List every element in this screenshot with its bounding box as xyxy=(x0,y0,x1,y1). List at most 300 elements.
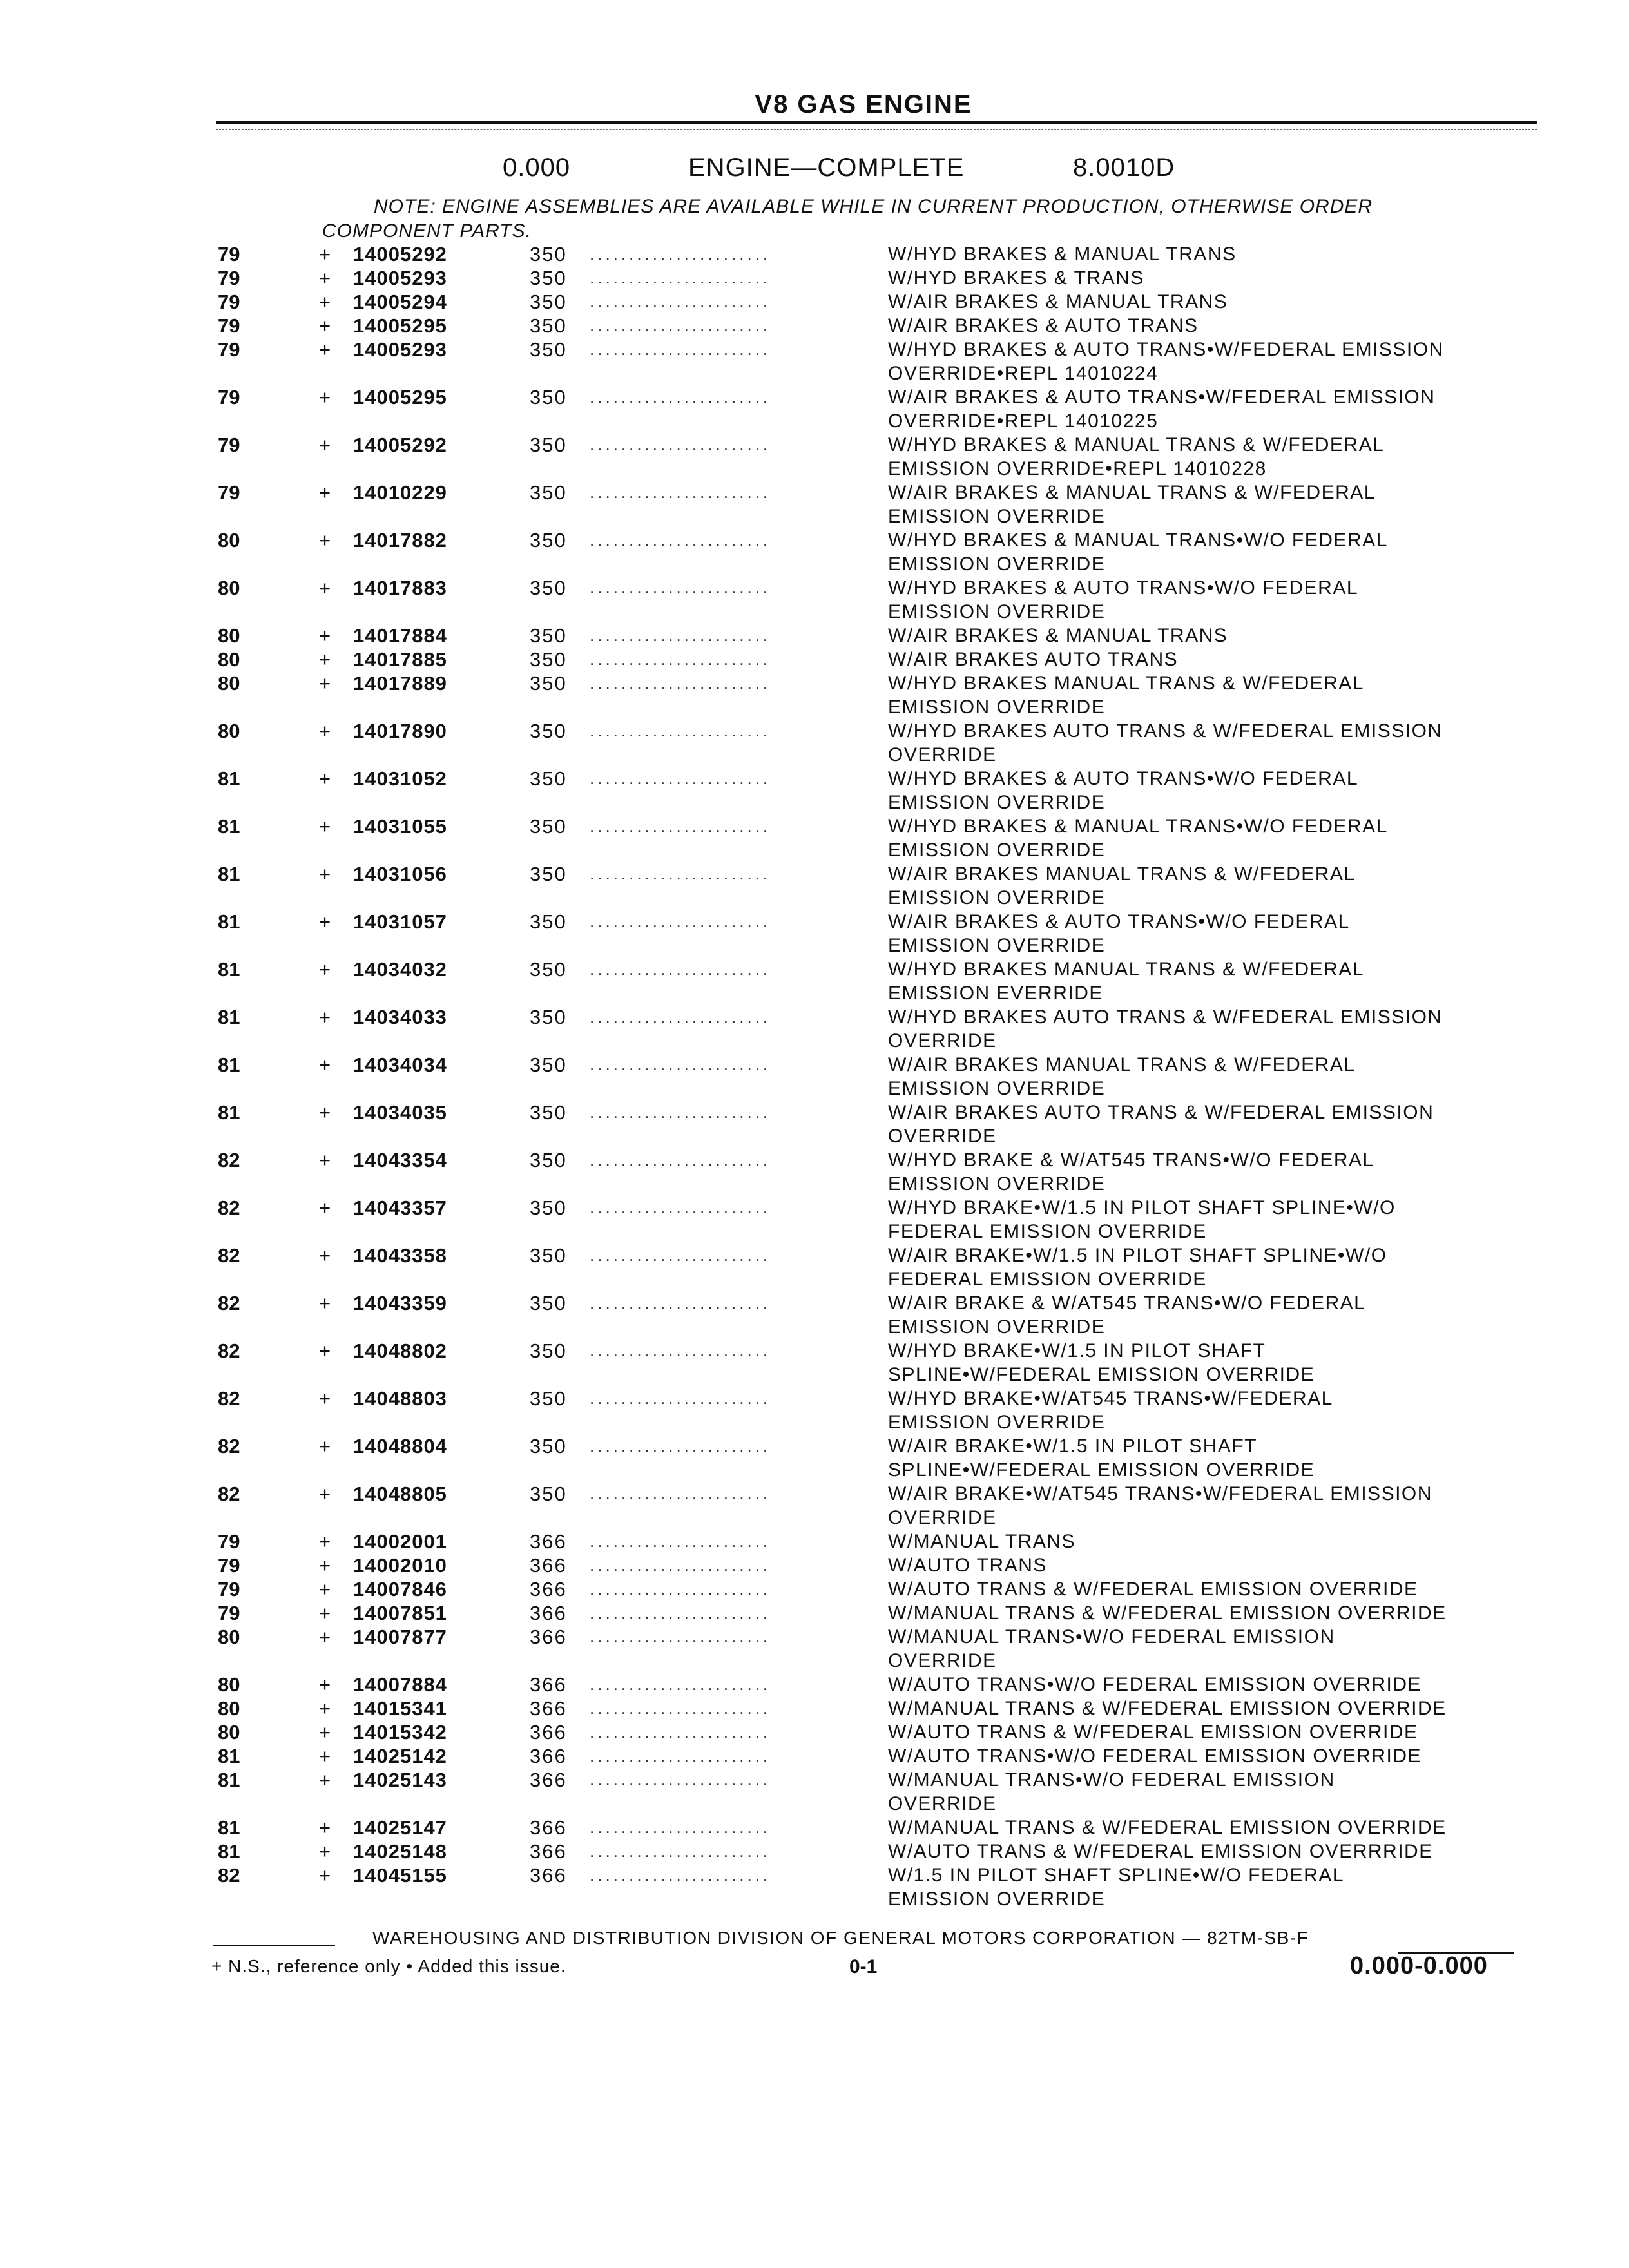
dot-leader: ....................... xyxy=(590,1841,771,1861)
part-description: W/HYD BRAKES & MANUAL TRANS xyxy=(888,244,1237,265)
dot-leader: ....................... xyxy=(590,1341,771,1360)
dot-leader: ....................... xyxy=(590,912,771,931)
part-description: W/HYD BRAKE•W/1.5 IN PILOT SHAFT SPLINE•W/O FEDERAL EMISSION OVERRIDE xyxy=(888,1197,1396,1242)
part-row xyxy=(0,671,1629,719)
dot-leader: ....................... xyxy=(590,578,771,597)
header-rule-secondary xyxy=(216,129,1537,130)
note-line-2: COMPONENT PARTS. xyxy=(322,220,532,242)
part-row xyxy=(0,1553,1629,1577)
dot-leader: ....................... xyxy=(590,435,771,454)
reference-mark: + xyxy=(319,1578,331,1600)
dot-leader: ....................... xyxy=(590,1102,771,1122)
dot-leader: ....................... xyxy=(590,387,771,407)
reference-mark: + xyxy=(319,1697,331,1720)
part-row xyxy=(0,1387,1629,1434)
reference-mark: + xyxy=(319,1530,331,1553)
part-description: W/HYD BRAKES & MANUAL TRANS•W/O FEDERAL EMISSION OVERRIDE xyxy=(888,530,1388,575)
reference-mark: + xyxy=(319,1483,331,1505)
dot-leader: ....................... xyxy=(590,769,771,788)
part-description: W/MANUAL TRANS xyxy=(888,1531,1076,1552)
reference-mark: + xyxy=(319,1435,331,1457)
part-number: 14002001 xyxy=(353,1530,447,1553)
dot-leader: ....................... xyxy=(590,1603,771,1622)
part-description: W/AIR BRAKE & W/AT545 TRANS•W/O FEDERAL EMISSION OVERRIDE xyxy=(888,1293,1366,1338)
part-number: 14005292 xyxy=(353,243,447,265)
header-rule xyxy=(216,121,1537,124)
dot-leader: ....................... xyxy=(590,626,771,645)
note-line-1: NOTE: ENGINE ASSEMBLIES ARE AVAILABLE WHILE IN CURRENT PRODUCTION, OTHERWISE ORDER xyxy=(374,196,1373,217)
reference-mark: + xyxy=(319,1149,331,1171)
part-row xyxy=(0,1482,1629,1530)
part-row xyxy=(0,1840,1629,1863)
part-number: 14005293 xyxy=(353,338,447,361)
model-year: 80 xyxy=(218,529,240,552)
engine-displacement: 350 xyxy=(530,863,567,885)
model-year: 82 xyxy=(218,1483,240,1505)
dot-leader: ....................... xyxy=(590,1245,771,1265)
part-description: W/AIR BRAKE•W/1.5 IN PILOT SHAFT SPLINE•W/FEDERAL EMISSION OVERRIDE xyxy=(888,1436,1315,1481)
part-row xyxy=(0,576,1629,624)
engine-displacement: 350 xyxy=(530,1340,567,1362)
part-description: W/AIR BRAKES & MANUAL TRANS xyxy=(888,291,1228,312)
dot-leader: ....................... xyxy=(590,268,771,287)
part-number: 14007846 xyxy=(353,1578,447,1600)
part-row xyxy=(0,481,1629,528)
reference-mark: + xyxy=(319,1340,331,1362)
model-year: 79 xyxy=(218,1578,240,1600)
reference-mark: + xyxy=(319,267,331,289)
reference-mark: + xyxy=(319,314,331,337)
footer-corporation: WAREHOUSING AND DISTRIBUTION DIVISION OF GENERAL MOTORS CORPORATION — 82TM-SB-F xyxy=(372,1928,1309,1948)
model-year: 79 xyxy=(218,243,240,265)
part-description: W/MANUAL TRANS•W/O FEDERAL EMISSION OVERRIDE xyxy=(888,1769,1335,1814)
part-number: 14025147 xyxy=(353,1816,447,1839)
dot-leader: ....................... xyxy=(590,1818,771,1837)
engine-displacement: 366 xyxy=(530,1602,567,1624)
engine-displacement: 350 xyxy=(530,434,567,456)
engine-displacement: 350 xyxy=(530,291,567,313)
part-description: W/MANUAL TRANS & W/FEDERAL EMISSION OVERRIDE xyxy=(888,1698,1447,1719)
reference-mark: + xyxy=(319,815,331,838)
part-row xyxy=(0,1148,1629,1196)
part-number: 14005293 xyxy=(353,267,447,289)
dot-leader: ....................... xyxy=(590,1627,771,1646)
engine-displacement: 350 xyxy=(530,1101,567,1124)
reference-mark: + xyxy=(319,1101,331,1124)
part-description: W/1.5 IN PILOT SHAFT SPLINE•W/O FEDERAL EMISSION OVERRIDE xyxy=(888,1865,1345,1910)
model-year: 79 xyxy=(218,434,240,456)
part-description: W/HYD BRAKE•W/AT545 TRANS•W/FEDERAL EMISSION OVERRIDE xyxy=(888,1388,1333,1433)
part-description: W/HYD BRAKES AUTO TRANS & W/FEDERAL EMISSION OVERRIDE xyxy=(888,1006,1443,1052)
part-description: W/AIR BRAKES & AUTO TRANS•W/FEDERAL EMISSION OVERRIDE•REPL 14010225 xyxy=(888,387,1436,432)
engine-displacement: 366 xyxy=(530,1673,567,1696)
engine-displacement: 366 xyxy=(530,1554,567,1577)
dot-leader: ....................... xyxy=(590,1150,771,1169)
model-year: 79 xyxy=(218,338,240,361)
model-year: 79 xyxy=(218,291,240,313)
part-number: 14005294 xyxy=(353,291,447,313)
part-number: 14005292 xyxy=(353,434,447,456)
model-year: 81 xyxy=(218,958,240,981)
part-row xyxy=(0,1863,1629,1911)
reference-mark: + xyxy=(319,529,331,552)
part-description: W/AUTO TRANS & W/FEDERAL EMISSION OVERRIDE xyxy=(888,1579,1418,1600)
model-year: 79 xyxy=(218,386,240,408)
part-number: 14002010 xyxy=(353,1554,447,1577)
part-row xyxy=(0,528,1629,576)
part-description: W/AUTO TRANS & W/FEDERAL EMISSION OVERRIDE xyxy=(888,1722,1418,1743)
reference-mark: + xyxy=(319,720,331,742)
part-description: W/HYD BRAKES & AUTO TRANS•W/O FEDERAL EMISSION OVERRIDE xyxy=(888,768,1359,813)
reference-mark: + xyxy=(319,1006,331,1028)
part-number: 14025142 xyxy=(353,1745,447,1767)
engine-displacement: 350 xyxy=(530,386,567,408)
reference-mark: + xyxy=(319,1721,331,1744)
model-year: 81 xyxy=(218,1769,240,1791)
assembly-note xyxy=(322,195,1521,244)
part-row xyxy=(0,624,1629,648)
dot-leader: ....................... xyxy=(590,1198,771,1217)
engine-displacement: 350 xyxy=(530,648,567,671)
reference-mark: + xyxy=(319,1840,331,1863)
dot-leader: ....................... xyxy=(590,649,771,669)
part-number: 14031052 xyxy=(353,767,447,790)
reference-mark: + xyxy=(319,1053,331,1076)
part-number: 14017885 xyxy=(353,648,447,671)
dot-leader: ....................... xyxy=(590,1746,771,1765)
part-row xyxy=(0,1744,1629,1768)
reference-mark: + xyxy=(319,291,331,313)
model-year: 81 xyxy=(218,910,240,933)
dot-leader: ....................... xyxy=(590,1865,771,1885)
engine-displacement: 350 xyxy=(530,338,567,361)
reference-mark: + xyxy=(319,767,331,790)
dot-leader: ....................... xyxy=(590,959,771,979)
model-year: 81 xyxy=(218,1053,240,1076)
part-description: W/HYD BRAKE•W/1.5 IN PILOT SHAFT SPLINE•W/FEDERAL EMISSION OVERRIDE xyxy=(888,1340,1315,1385)
part-row xyxy=(0,1577,1629,1601)
reference-mark: + xyxy=(319,481,331,504)
part-description: W/AUTO TRANS•W/O FEDERAL EMISSION OVERRIDE xyxy=(888,1745,1422,1767)
engine-displacement: 350 xyxy=(530,624,567,647)
part-number: 14031056 xyxy=(353,863,447,885)
section-code: 0.000 xyxy=(503,153,571,182)
dot-leader: ....................... xyxy=(590,1579,771,1599)
engine-displacement: 366 xyxy=(530,1721,567,1744)
engine-displacement: 350 xyxy=(530,1149,567,1171)
part-description: W/AIR BRAKE•W/1.5 IN PILOT SHAFT SPLINE•W/O FEDERAL EMISSION OVERRIDE xyxy=(888,1245,1387,1290)
part-description: W/MANUAL TRANS•W/O FEDERAL EMISSION OVERRIDE xyxy=(888,1626,1335,1671)
footer-legend: + N.S., reference only • Added this issue. xyxy=(211,1956,566,1976)
reference-mark: + xyxy=(319,863,331,885)
dot-leader: ....................... xyxy=(590,1055,771,1074)
model-year: 80 xyxy=(218,672,240,695)
model-year: 79 xyxy=(218,1530,240,1553)
part-row xyxy=(0,1053,1629,1100)
engine-displacement: 350 xyxy=(530,1053,567,1076)
part-row xyxy=(0,1196,1629,1244)
reference-mark: + xyxy=(319,958,331,981)
part-number: 14031055 xyxy=(353,815,447,838)
engine-displacement: 350 xyxy=(530,577,567,599)
part-description: W/HYD BRAKES MANUAL TRANS & W/FEDERAL EMISSION EVERRIDE xyxy=(888,959,1364,1004)
footer-rule-left xyxy=(213,1945,335,1946)
reference-mark: + xyxy=(319,1244,331,1267)
part-number: 14015342 xyxy=(353,1721,447,1744)
dot-leader: ....................... xyxy=(590,721,771,740)
engine-displacement: 350 xyxy=(530,1196,567,1219)
part-description: W/HYD BRAKES & MANUAL TRANS•W/O FEDERAL EMISSION OVERRIDE xyxy=(888,816,1388,861)
model-year: 81 xyxy=(218,1006,240,1028)
model-year: 80 xyxy=(218,1626,240,1648)
part-number: 14017884 xyxy=(353,624,447,647)
part-description: W/HYD BRAKE & W/AT545 TRANS•W/O FEDERAL EMISSION OVERRIDE xyxy=(888,1149,1374,1195)
reference-mark: + xyxy=(319,648,331,671)
part-number: 14043358 xyxy=(353,1244,447,1267)
dot-leader: ....................... xyxy=(590,1722,771,1742)
reference-mark: + xyxy=(319,1816,331,1839)
engine-displacement: 366 xyxy=(530,1816,567,1839)
part-number: 14048804 xyxy=(353,1435,447,1457)
reference-mark: + xyxy=(319,577,331,599)
part-number: 14034032 xyxy=(353,958,447,981)
part-number: 14005295 xyxy=(353,314,447,337)
model-year: 81 xyxy=(218,1816,240,1839)
model-year: 82 xyxy=(218,1435,240,1457)
part-number: 14031057 xyxy=(353,910,447,933)
model-year: 79 xyxy=(218,1602,240,1624)
part-row xyxy=(0,1244,1629,1291)
part-row xyxy=(0,1625,1629,1673)
engine-displacement: 350 xyxy=(530,1244,567,1267)
model-year: 79 xyxy=(218,267,240,289)
dot-leader: ....................... xyxy=(590,1484,771,1503)
part-description: W/AIR BRAKES & MANUAL TRANS & W/FEDERAL EMISSION OVERRIDE xyxy=(888,482,1376,527)
part-row xyxy=(0,290,1629,314)
engine-displacement: 366 xyxy=(530,1745,567,1767)
part-row xyxy=(0,1601,1629,1625)
part-number: 14017882 xyxy=(353,529,447,552)
part-number: 14048802 xyxy=(353,1340,447,1362)
dot-leader: ....................... xyxy=(590,483,771,502)
part-row xyxy=(0,648,1629,671)
part-number: 14048803 xyxy=(353,1387,447,1410)
engine-displacement: 366 xyxy=(530,1626,567,1648)
reference-mark: + xyxy=(319,1292,331,1314)
part-row xyxy=(0,1100,1629,1148)
part-number: 14007851 xyxy=(353,1602,447,1624)
part-row xyxy=(0,1696,1629,1720)
part-description: W/AIR BRAKES & AUTO TRANS•W/O FEDERAL EMISSION OVERRIDE xyxy=(888,911,1350,956)
model-year: 81 xyxy=(218,1745,240,1767)
dot-leader: ....................... xyxy=(590,1007,771,1026)
part-row xyxy=(0,1673,1629,1696)
part-row xyxy=(0,1768,1629,1816)
engine-displacement: 350 xyxy=(530,529,567,552)
part-row xyxy=(0,314,1629,338)
engine-displacement: 366 xyxy=(530,1697,567,1720)
part-description: W/HYD BRAKES & AUTO TRANS•W/FEDERAL EMISSION OVERRIDE•REPL 14010224 xyxy=(888,339,1444,384)
model-year: 82 xyxy=(218,1196,240,1219)
part-number: 14007877 xyxy=(353,1626,447,1648)
engine-displacement: 350 xyxy=(530,815,567,838)
parts-list xyxy=(0,242,1629,1911)
model-year: 80 xyxy=(218,1697,240,1720)
part-description: W/AIR BRAKES & AUTO TRANS xyxy=(888,315,1199,336)
part-number: 14010229 xyxy=(353,481,447,504)
part-description: W/AIR BRAKE•W/AT545 TRANS•W/FEDERAL EMISSION OVERRIDE xyxy=(888,1483,1432,1528)
model-year: 80 xyxy=(218,577,240,599)
dot-leader: ....................... xyxy=(590,1555,771,1575)
engine-displacement: 350 xyxy=(530,958,567,981)
part-description: W/AIR BRAKES MANUAL TRANS & W/FEDERAL EMISSION OVERRIDE xyxy=(888,863,1356,908)
part-number: 14025143 xyxy=(353,1769,447,1791)
part-description: W/AIR BRAKES MANUAL TRANS & W/FEDERAL EMISSION OVERRIDE xyxy=(888,1054,1356,1099)
reference-mark: + xyxy=(319,1387,331,1410)
part-row xyxy=(0,1720,1629,1744)
engine-displacement: 350 xyxy=(530,1292,567,1314)
dot-leader: ....................... xyxy=(590,864,771,883)
engine-displacement: 350 xyxy=(530,481,567,504)
page-number: 0-1 xyxy=(849,1956,878,1977)
reference-mark: + xyxy=(319,1554,331,1577)
part-number: 14017889 xyxy=(353,672,447,695)
part-number: 14043359 xyxy=(353,1292,447,1314)
part-row xyxy=(0,242,1629,266)
part-number: 14034035 xyxy=(353,1101,447,1124)
model-year: 79 xyxy=(218,481,240,504)
part-number: 14043354 xyxy=(353,1149,447,1171)
part-row xyxy=(0,338,1629,385)
model-year: 81 xyxy=(218,863,240,885)
model-year: 80 xyxy=(218,1673,240,1696)
engine-displacement: 350 xyxy=(530,314,567,337)
dot-leader: ....................... xyxy=(590,673,771,693)
model-year: 81 xyxy=(218,1840,240,1863)
engine-displacement: 350 xyxy=(530,1387,567,1410)
dot-leader: ....................... xyxy=(590,1293,771,1312)
model-year: 81 xyxy=(218,767,240,790)
reference-mark: + xyxy=(319,434,331,456)
engine-displacement: 350 xyxy=(530,1435,567,1457)
part-row xyxy=(0,767,1629,814)
model-year: 80 xyxy=(218,648,240,671)
part-description: W/AIR BRAKES & MANUAL TRANS xyxy=(888,625,1228,646)
model-year: 82 xyxy=(218,1244,240,1267)
part-description: W/HYD BRAKES & TRANS xyxy=(888,267,1144,289)
part-number: 14005295 xyxy=(353,386,447,408)
model-year: 81 xyxy=(218,1101,240,1124)
part-description: W/MANUAL TRANS & W/FEDERAL EMISSION OVERRIDE xyxy=(888,1602,1447,1624)
part-description: W/AUTO TRANS & W/FEDERAL EMISSION OVERRRIDE xyxy=(888,1841,1433,1862)
engine-displacement: 350 xyxy=(530,267,567,289)
reference-mark: + xyxy=(319,1864,331,1887)
dot-leader: ....................... xyxy=(590,816,771,836)
part-row xyxy=(0,910,1629,957)
section-title: ENGINE—COMPLETE xyxy=(688,153,965,182)
reference-mark: + xyxy=(319,1673,331,1696)
engine-displacement: 350 xyxy=(530,720,567,742)
part-number: 14048805 xyxy=(353,1483,447,1505)
dot-leader: ....................... xyxy=(590,1532,771,1551)
part-number: 14017890 xyxy=(353,720,447,742)
part-description: W/AUTO TRANS xyxy=(888,1555,1047,1576)
model-year: 82 xyxy=(218,1387,240,1410)
part-description: W/AIR BRAKES AUTO TRANS & W/FEDERAL EMISSION OVERRIDE xyxy=(888,1102,1434,1147)
part-row xyxy=(0,433,1629,481)
model-year: 82 xyxy=(218,1864,240,1887)
part-description: W/AUTO TRANS•W/O FEDERAL EMISSION OVERRIDE xyxy=(888,1674,1422,1695)
engine-displacement: 366 xyxy=(530,1578,567,1600)
part-row xyxy=(0,814,1629,862)
part-row xyxy=(0,1530,1629,1553)
model-year: 82 xyxy=(218,1149,240,1171)
page-header-title: V8 GAS ENGINE xyxy=(755,90,972,119)
engine-displacement: 366 xyxy=(530,1530,567,1553)
reference-mark: + xyxy=(319,1626,331,1648)
part-row xyxy=(0,862,1629,910)
reference-mark: + xyxy=(319,910,331,933)
dot-leader: ....................... xyxy=(590,1675,771,1694)
part-description: W/MANUAL TRANS & W/FEDERAL EMISSION OVERRIDE xyxy=(888,1817,1447,1838)
dot-leader: ....................... xyxy=(590,530,771,550)
section-reference: 8.0010D xyxy=(1073,153,1175,182)
part-row xyxy=(0,1816,1629,1840)
section-heading xyxy=(0,153,1629,187)
engine-displacement: 350 xyxy=(530,243,567,265)
reference-mark: + xyxy=(319,1769,331,1791)
reference-mark: + xyxy=(319,1745,331,1767)
section-range: 0.000-0.000 xyxy=(1350,1952,1488,1979)
part-number: 14017883 xyxy=(353,577,447,599)
part-number: 14034034 xyxy=(353,1053,447,1076)
part-description: W/HYD BRAKES & AUTO TRANS•W/O FEDERAL EMISSION OVERRIDE xyxy=(888,577,1359,622)
engine-displacement: 350 xyxy=(530,1483,567,1505)
part-description: W/HYD BRAKES & MANUAL TRANS & W/FEDERAL EMISSION OVERRIDE•REPL 14010228 xyxy=(888,434,1385,479)
model-year: 79 xyxy=(218,1554,240,1577)
part-number: 14043357 xyxy=(353,1196,447,1219)
part-number: 14034033 xyxy=(353,1006,447,1028)
reference-mark: + xyxy=(319,386,331,408)
engine-displacement: 350 xyxy=(530,767,567,790)
part-row xyxy=(0,1434,1629,1482)
engine-displacement: 366 xyxy=(530,1769,567,1791)
part-row xyxy=(0,1291,1629,1339)
part-row xyxy=(0,385,1629,433)
reference-mark: + xyxy=(319,338,331,361)
part-row xyxy=(0,957,1629,1005)
part-number: 14015341 xyxy=(353,1697,447,1720)
reference-mark: + xyxy=(319,1602,331,1624)
model-year: 80 xyxy=(218,1721,240,1744)
model-year: 79 xyxy=(218,314,240,337)
dot-leader: ....................... xyxy=(590,244,771,264)
part-description: W/HYD BRAKES AUTO TRANS & W/FEDERAL EMISSION OVERRIDE xyxy=(888,720,1443,765)
part-number: 14007884 xyxy=(353,1673,447,1696)
dot-leader: ....................... xyxy=(590,1389,771,1408)
part-description: W/AIR BRAKES AUTO TRANS xyxy=(888,649,1179,670)
part-description: W/HYD BRAKES MANUAL TRANS & W/FEDERAL EMISSION OVERRIDE xyxy=(888,673,1364,718)
reference-mark: + xyxy=(319,243,331,265)
model-year: 80 xyxy=(218,720,240,742)
part-row xyxy=(0,1339,1629,1387)
model-year: 82 xyxy=(218,1340,240,1362)
model-year: 81 xyxy=(218,815,240,838)
part-row xyxy=(0,719,1629,767)
part-number: 14045155 xyxy=(353,1864,447,1887)
model-year: 80 xyxy=(218,624,240,647)
engine-displacement: 350 xyxy=(530,1006,567,1028)
